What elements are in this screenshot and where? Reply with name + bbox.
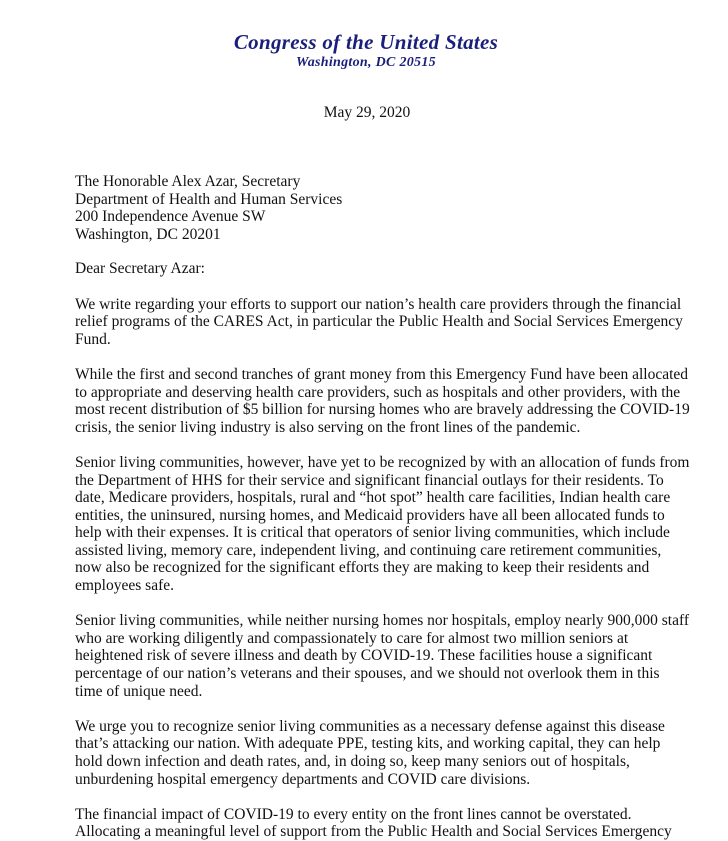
paragraph: We urge you to recognize senior living communities as a necessary defense against this disease that’s attacking our nation. With adequate PPE, testing kits, and working capital, they can help hold down infection and death rates, and, in doing so, keep many seniors out of hospitals, unburdening hospital emergency departments and COVID care divisions. (75, 717, 665, 788)
salutation: Dear Secretary Azar: (75, 260, 205, 278)
letter-body (75, 173, 690, 841)
recipient-line: Washington, DC 20201 (75, 225, 221, 243)
recipient-line: Department of Health and Human Services (75, 190, 343, 208)
letterhead-title: Congress of the United States (233, 30, 499, 54)
recipient-line: The Honorable Alex Azar, Secretary (75, 173, 301, 190)
paragraph: Senior living communities, while neither nursing homes nor hospitals, employ nearly 900,000 staff who are working diligently and compassionately to care for almost two million seniors at heightened risk of severe illness and death by COVID-19. These facilities house a significant percentage of our nation’s veterans and their spouses, and we should not overlook them in this time of unique need. (75, 612, 690, 700)
recipient-line: 200 Independence Avenue SW (75, 208, 266, 226)
paragraph: The financial impact of COVID-19 to every entity on the front lines cannot be overstated. Allocating a meaningful level of support from the Public Health and Social Services Emergency (75, 805, 672, 841)
letterhead (0, 30, 722, 72)
paragraph: Senior living communities, however, have yet to be recognized by with an allocation of funds from the Department of HHS for their service and significant financial outlays for their residents. To date, Medicare providers, hospitals, rural and “hot spot” health care facilities, Indian health care entities, the uninsured, nursing homes, and Medicaid providers have all been allocated funds to help with their expenses. It is critical that operators of senior living communities, which include assisted living, memory care, independent living, and continuing care retirement communities, now also be recognized for the significant efforts they are making to keep their residents and employees safe. (75, 453, 690, 595)
paragraph: We write regarding your efforts to support our nation’s health care providers through the financial relief programs of the CARES Act, in particular the Public Health and Social Services Emergency Fund. (75, 295, 683, 348)
letterhead-address: Washington, DC 20515 (296, 55, 436, 70)
letter-date: May 29, 2020 (323, 104, 411, 121)
recipient-address (75, 173, 690, 243)
paragraph: While the first and second tranches of grant money from this Emergency Fund have been allocated to appropriate and deserving health care providers, such as hospitals and other providers, with the most recent distribution of $5 billion for nursing homes who are bravely addressing the COVID-19 crisis, the senior living industry is also serving on the front lines of the pandemic. (75, 365, 690, 436)
